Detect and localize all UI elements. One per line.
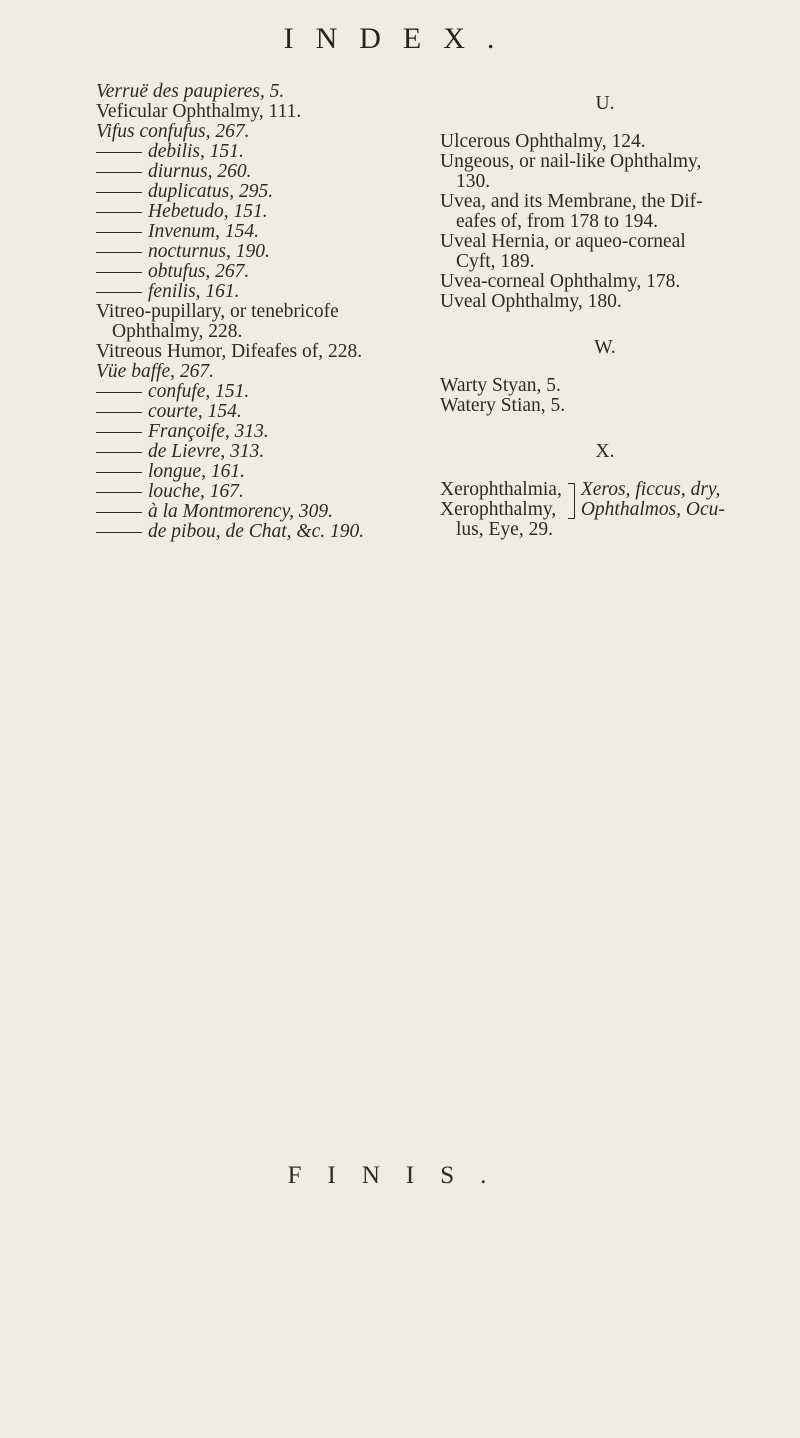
entry-text: obtufus, 267. (148, 261, 250, 282)
entry-text: courte, 154. (148, 401, 242, 422)
index-entry (96, 442, 426, 462)
index-entry (96, 402, 426, 422)
entry-text: de pibou, de Chat, &c. 190. (148, 521, 365, 542)
index-entry (96, 162, 426, 182)
entry-text: Françoife, 313. (148, 421, 269, 442)
left-column (96, 82, 426, 542)
index-entry: Verruë des paupieres, 5. (96, 81, 285, 102)
index-entry: Vitreous Humor, Difeafes of, 228. (96, 341, 363, 362)
ditto-dash (96, 432, 142, 433)
index-entry (96, 482, 426, 502)
index-entry: Uveal Ophthalmy, 180. (440, 291, 622, 312)
index-entry: Vitreo-pupillary, or tenebricofe (96, 301, 339, 322)
index-entry (96, 282, 426, 302)
section-letter-u: U. (595, 93, 615, 114)
entry-text: debilis, 151. (148, 141, 244, 162)
index-entry: Uvea, and its Membrane, the Dif- (440, 191, 703, 212)
index-entry (96, 462, 426, 482)
ditto-dash (96, 232, 142, 233)
index-entry: 130. (456, 171, 491, 192)
ditto-dash (96, 492, 142, 493)
ditto-dash (96, 532, 142, 533)
entry-text: de Lievre, 313. (148, 441, 265, 462)
entry-text: fenilis, 161. (148, 281, 240, 302)
entry-text: Invenum, 154. (148, 221, 260, 242)
index-entry: Warty Styan, 5. (440, 375, 561, 396)
term-xerophthalmy: Xerophthalmy, (440, 499, 557, 520)
ditto-dash (96, 172, 142, 173)
index-entry: Vifus confufus, 267. (96, 121, 250, 142)
ditto-dash (96, 392, 142, 393)
entry-text: longue, 161. (148, 461, 245, 482)
index-entry (96, 382, 426, 402)
ditto-dash (96, 212, 142, 213)
section-w-entries (440, 376, 770, 416)
brace-terms (440, 480, 562, 520)
gloss-ophthalmos: Ophthalmos, Ocu- (580, 499, 725, 520)
index-entry: Veficular Ophthalmy, 111. (96, 101, 302, 122)
gloss-xeros: Xeros, ficcus, dry, (580, 479, 721, 500)
entry-text: à la Montmorency, 309. (148, 501, 334, 522)
finis-label: FINIS. (287, 1162, 513, 1189)
curly-brace-icon (568, 483, 575, 519)
ditto-dash (96, 152, 142, 153)
section-u-entries (440, 132, 770, 312)
index-entry: Cyft, 189. (456, 251, 535, 272)
ditto-dash (96, 472, 142, 473)
entry-text: Hebetudo, 151. (148, 201, 268, 222)
index-entry (96, 502, 426, 522)
section-letter-w: W. (594, 337, 616, 358)
index-entry (96, 262, 426, 282)
ditto-dash (96, 252, 142, 253)
index-entry (96, 142, 426, 162)
ditto-dash (96, 292, 142, 293)
index-entry: Uveal Hernia, or aqueo-corneal (440, 231, 686, 252)
ditto-dash (96, 412, 142, 413)
section-letter-x: X. (595, 441, 615, 462)
index-entry: Vüe baffe, 267. (96, 361, 215, 382)
ditto-dash (96, 452, 142, 453)
index-entry (96, 242, 426, 262)
page-title: INDEX. (283, 22, 517, 55)
xerophthalmia-entry (440, 480, 770, 540)
index-entry (96, 182, 426, 202)
entry-text: duplicatus, 295. (148, 181, 274, 202)
gloss-tail: lus, Eye, 29. (456, 519, 553, 540)
index-entry (96, 422, 426, 442)
index-entry: eafes of, from 178 to 194. (456, 211, 658, 232)
index-entry: Uvea-corneal Ophthalmy, 178. (440, 271, 681, 292)
entry-text: nocturnus, 190. (148, 241, 270, 262)
entry-text: diurnus, 260. (148, 161, 252, 182)
brace-gloss (581, 480, 725, 520)
ditto-dash (96, 512, 142, 513)
ditto-dash (96, 192, 142, 193)
index-entry: Ungeous, or nail-like Ophthalmy, (440, 151, 702, 172)
term-xerophthalmia: Xerophthalmia, (440, 479, 562, 500)
right-column (440, 82, 770, 540)
entry-text: louche, 167. (148, 481, 244, 502)
entry-text: confufe, 151. (148, 381, 250, 402)
index-entry (96, 522, 426, 542)
index-entry: Watery Stian, 5. (440, 395, 566, 416)
index-entry: Ulcerous Ophthalmy, 124. (440, 131, 646, 152)
index-entry (96, 202, 426, 222)
ditto-dash (96, 272, 142, 273)
index-entry (96, 222, 426, 242)
index-entry: Ophthalmy, 228. (112, 321, 243, 342)
